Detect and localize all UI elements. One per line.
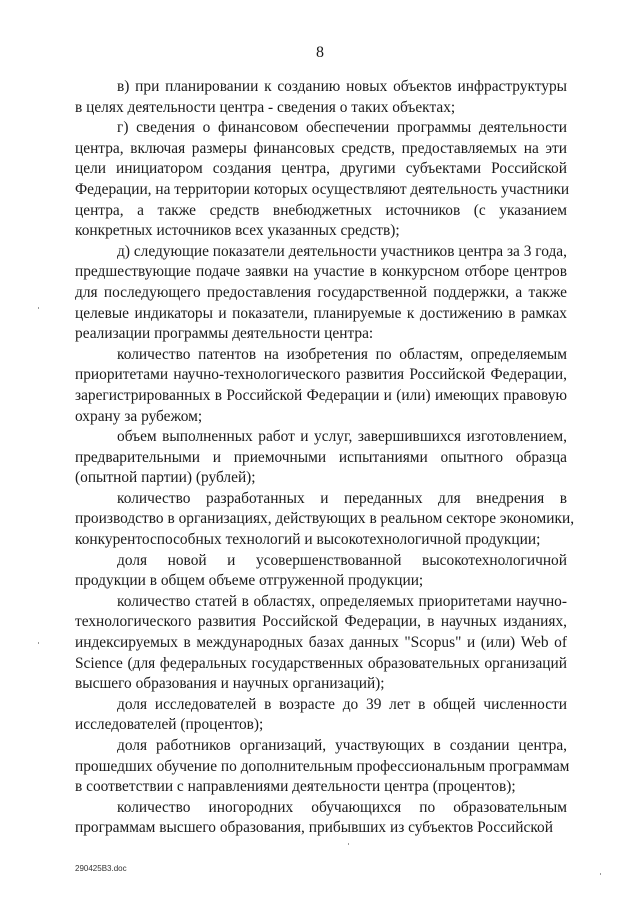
text-line: конкурентоспособных технологий и высокотехнологичной продукции; [75, 531, 541, 549]
para-new-products-share [75, 551, 567, 592]
text-line: Science (для федеральных государственных образовательных организаций [75, 654, 567, 672]
text-line: целевые индикаторы и показатели, планируемые к достижению в рамках [75, 304, 567, 322]
text-line: технологического развития Российской Федерации, в научных изданиях, [75, 613, 567, 631]
text-line: объем выполненных работ и услуг, завершившихся изготовлением, [117, 428, 567, 446]
text-line: прошедших обучение по дополнительным профессиональным программам [75, 757, 570, 775]
text-line: Федерации, на территории которых осуществляют деятельность участники [75, 180, 570, 198]
scan-speck [38, 642, 39, 644]
text-line: количество разработанных и переданных для внедрения в [117, 489, 567, 507]
text-line: индексируемых в международных базах данных "Scopus" и (или) Web of [75, 634, 567, 652]
para-technologies-count [75, 489, 575, 551]
page-number: 8 [316, 44, 324, 61]
para-patents [75, 345, 567, 427]
text-line: в соответствии с направлениями деятельности центра (процентов); [75, 778, 516, 796]
para-trained-workers-share [75, 736, 570, 798]
text-line: предшествующие подаче заявки на участие в конкурсном отборе центров [75, 263, 567, 281]
scan-speck [38, 307, 39, 309]
para-g [75, 118, 570, 242]
text-line: высшего образования и научных организаций); [75, 675, 385, 693]
text-line: исследователей (процентов); [75, 716, 264, 734]
text-line: производство в организациях, действующих в реальном секторе экономики, [75, 510, 575, 528]
text-line: программам высшего образования, прибывших из субъектов Российской [75, 819, 553, 837]
text-line: для последующего предоставления государственной поддержки, а также [75, 283, 567, 301]
text-line: доля работников организаций, участвующих в создании центра, [117, 737, 567, 754]
text-line: (опытной партии) (рублей); [75, 469, 256, 487]
text-line: количество патентов на изобретения по областям, определяемым [117, 345, 567, 363]
text-line: центра, а также средств внебюджетных источников (с указанием [75, 201, 567, 219]
text-line: реализации программы деятельности центра: [75, 325, 374, 343]
scan-speck [600, 873, 601, 875]
para-young-researchers-share [75, 695, 567, 736]
text-line: продукции в общем объеме отгруженной продукции; [75, 572, 424, 590]
text-line: охрану за рубежом; [75, 407, 203, 425]
document-body [75, 77, 575, 839]
text-line: предварительными и приемочными испытаниями опытного образца [75, 448, 567, 466]
scan-speck [348, 843, 349, 845]
text-line: конкретных источников всех указанных средств); [75, 222, 400, 240]
text-line: зарегистрированных в Российской Федерации и (или) имеющих правовую [75, 386, 567, 404]
text-line: количество иногородних обучающихся по образовательным [117, 798, 567, 816]
text-line: приоритетами научно-технологического развития Российской Федерации, [75, 366, 567, 384]
text-line: в целях деятельности центра - сведения о таких объектах; [75, 98, 456, 116]
text-line: в) при планировании к созданию новых объектов инфраструктуры [117, 78, 567, 95]
text-line: количество статей в областях, определяемых приоритетами научно- [117, 592, 567, 610]
para-nonresident-students [75, 798, 567, 839]
para-articles-count [75, 592, 567, 695]
text-line: доля исследователей в возрасте до 39 лет в общей численности [117, 695, 567, 713]
text-line: центра, включая размеры финансовых средств, предоставляемых на эти [75, 139, 567, 157]
para-works-volume [75, 427, 567, 489]
text-line: д) следующие показатели деятельности участников центра за 3 года, [117, 242, 567, 260]
para-v [75, 77, 567, 118]
text-line: доля новой и усовершенствованной высокотехнологичной [117, 551, 567, 569]
text-line: г) сведения о финансовом обеспечении программы деятельности [117, 119, 567, 137]
para-d [75, 242, 567, 345]
text-line: цели инициатором создания центра, другими субъектами Российской [75, 160, 567, 178]
footer-filename: 290425B3.doc [75, 864, 127, 873]
